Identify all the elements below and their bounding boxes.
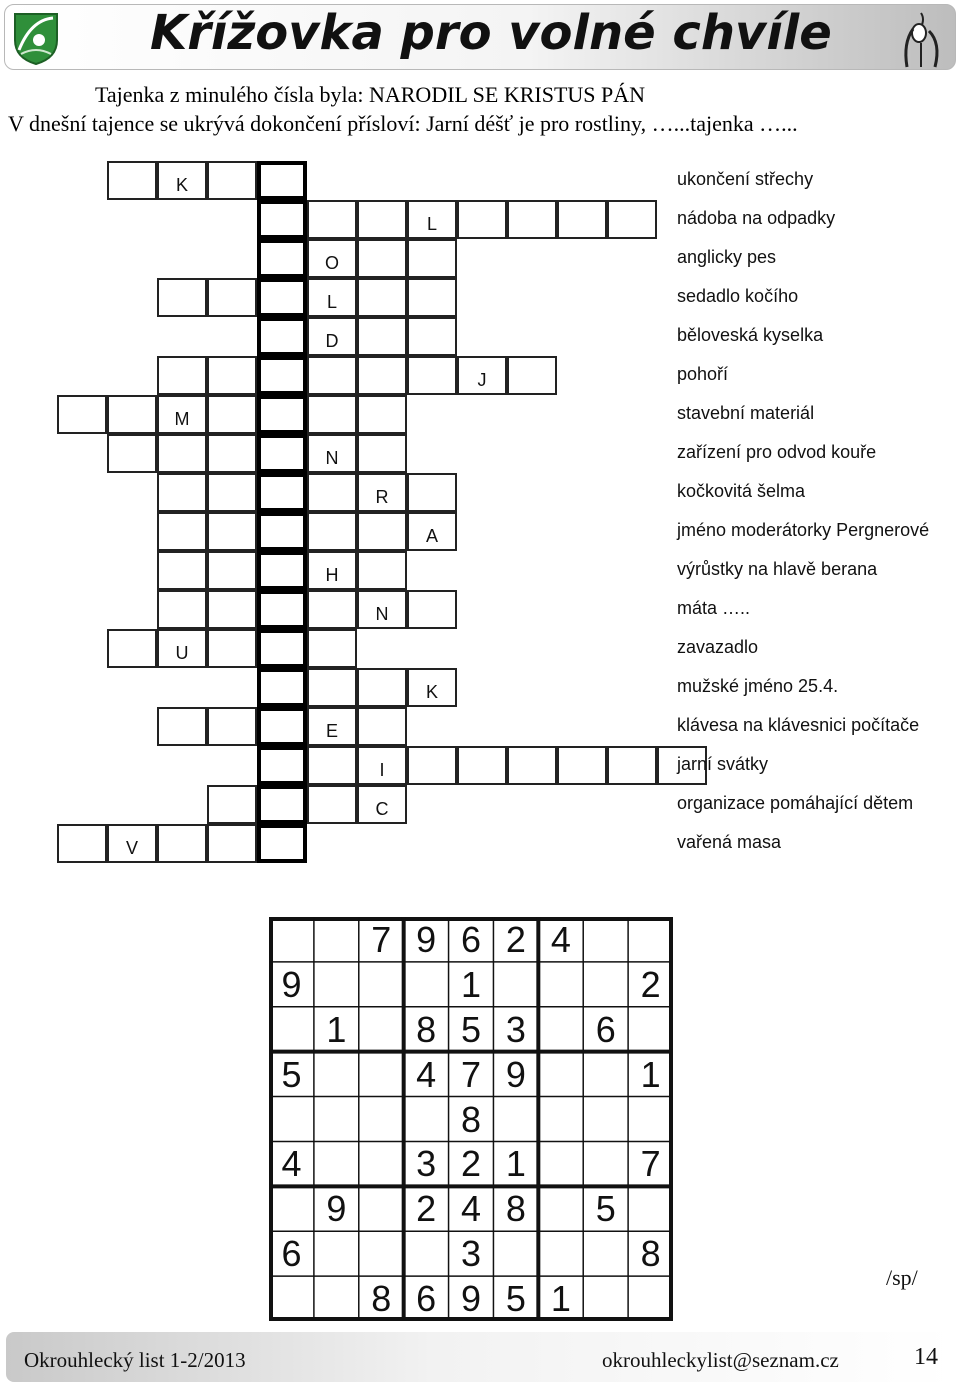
- sudoku-cell[interactable]: 5: [595, 1188, 616, 1230]
- sudoku-cell[interactable]: [583, 1231, 628, 1276]
- crossword-clue: kočkovitá šelma: [677, 481, 806, 501]
- crossword-cell[interactable]: K: [407, 668, 457, 707]
- crossword-cell[interactable]: [607, 746, 657, 785]
- crossword-cell[interactable]: [207, 473, 257, 512]
- sudoku-cell[interactable]: [538, 1186, 583, 1231]
- solution-cell[interactable]: [257, 239, 307, 278]
- sudoku-cell[interactable]: [628, 917, 673, 962]
- sudoku-cell[interactable]: 9: [416, 919, 437, 960]
- sudoku-cell[interactable]: [314, 917, 359, 962]
- crossword-clue: běloveská kyselka: [677, 325, 824, 345]
- crossword-cell[interactable]: [357, 395, 407, 434]
- sudoku-cell[interactable]: [314, 962, 359, 1007]
- sudoku-cell[interactable]: [359, 1097, 404, 1142]
- crossword-cell[interactable]: [157, 707, 207, 746]
- sudoku-cell[interactable]: [538, 1052, 583, 1097]
- crossword-cell[interactable]: [407, 590, 457, 629]
- sudoku-cell[interactable]: [359, 1052, 404, 1097]
- crossword-cell[interactable]: [407, 746, 457, 785]
- solution-cell[interactable]: [257, 629, 307, 668]
- sudoku-cell[interactable]: 5: [281, 1053, 302, 1095]
- solution-cell[interactable]: [257, 161, 307, 200]
- sudoku-cell[interactable]: 8: [371, 1278, 392, 1320]
- crossword-cell[interactable]: [207, 356, 257, 395]
- crossword-cell[interactable]: [407, 317, 457, 356]
- sudoku-cell[interactable]: 3: [416, 1143, 437, 1185]
- crossword-clue: pohoří: [677, 364, 729, 384]
- publication-name: Okrouhlecký list 1-2/2013: [24, 1348, 246, 1372]
- crossword-cell[interactable]: [107, 395, 157, 434]
- crossword-cell[interactable]: [307, 746, 357, 785]
- sudoku-cell[interactable]: 1: [326, 1008, 347, 1050]
- sudoku-cell[interactable]: 5: [505, 1278, 526, 1320]
- sudoku-cell[interactable]: 6: [461, 919, 482, 960]
- crossword-cell[interactable]: [207, 278, 257, 317]
- crossword-cell[interactable]: [557, 200, 607, 239]
- sudoku-cell[interactable]: [538, 1097, 583, 1142]
- crossword-cell[interactable]: [357, 317, 407, 356]
- sudoku-cell[interactable]: [583, 917, 628, 962]
- crossword-cell[interactable]: [157, 512, 207, 551]
- sudoku-cell[interactable]: [314, 1276, 359, 1321]
- crossword-cell[interactable]: [357, 278, 407, 317]
- sudoku-cell[interactable]: 7: [371, 919, 392, 960]
- crossword-clue: jarní svátky: [677, 754, 769, 774]
- sudoku-cell[interactable]: 1: [461, 963, 482, 1005]
- sudoku-cell[interactable]: 9: [326, 1188, 347, 1230]
- crossword-cell[interactable]: O: [307, 239, 357, 278]
- sudoku-cell[interactable]: 6: [595, 1008, 616, 1050]
- sudoku-cell[interactable]: 8: [461, 1098, 482, 1140]
- crossword-cell[interactable]: [207, 785, 257, 824]
- crossword-clue: stavební materiál: [677, 403, 815, 423]
- crossword-cell[interactable]: [107, 629, 157, 668]
- crossword-clue: nádoba na odpadky: [677, 208, 836, 228]
- solution-cell[interactable]: [257, 200, 307, 239]
- sudoku-cell[interactable]: 8: [505, 1188, 526, 1230]
- sudoku-cell[interactable]: [538, 1231, 583, 1276]
- crossword-clue: zavazadlo: [677, 637, 759, 657]
- sudoku-cell[interactable]: 8: [416, 1008, 437, 1050]
- crossword-cell[interactable]: [157, 824, 207, 863]
- sudoku-cell[interactable]: [583, 962, 628, 1007]
- crossword-clue: anglicky pes: [677, 247, 777, 267]
- sudoku-cell[interactable]: [269, 1007, 314, 1052]
- solution-cell[interactable]: [257, 746, 307, 785]
- sudoku-cell[interactable]: 2: [416, 1188, 437, 1230]
- crossword-cell[interactable]: R: [357, 473, 407, 512]
- crossword-cell[interactable]: L: [307, 278, 357, 317]
- crossword-cell[interactable]: [357, 512, 407, 551]
- crossword-cell[interactable]: N: [307, 434, 357, 473]
- crossword-cell[interactable]: [107, 434, 157, 473]
- crossword-cell[interactable]: [157, 278, 207, 317]
- sudoku-cell[interactable]: [628, 1186, 673, 1231]
- crossword-cell[interactable]: U: [157, 629, 207, 668]
- crossword-cell[interactable]: [207, 590, 257, 629]
- sudoku-cell[interactable]: 2: [640, 963, 661, 1005]
- sudoku-cell[interactable]: [493, 1097, 538, 1142]
- solution-cell[interactable]: [257, 785, 307, 824]
- crossword-cell[interactable]: E: [307, 707, 357, 746]
- crossword-cell[interactable]: [607, 200, 657, 239]
- sudoku-cell[interactable]: [583, 1276, 628, 1321]
- sudoku-cell[interactable]: 8: [640, 1233, 661, 1275]
- sudoku-cell[interactable]: [269, 1097, 314, 1142]
- sudoku-cell[interactable]: 1: [505, 1143, 526, 1185]
- crossword-clue: jméno moderátorky Pergnerové: [677, 520, 930, 540]
- sudoku-cell[interactable]: 4: [416, 1053, 437, 1095]
- crossword-cell[interactable]: [207, 551, 257, 590]
- sudoku-cell[interactable]: [538, 1007, 583, 1052]
- sudoku-cell[interactable]: [583, 1097, 628, 1142]
- solution-cell[interactable]: [257, 395, 307, 434]
- crossword-cell[interactable]: J: [457, 356, 507, 395]
- sudoku-cell[interactable]: [359, 1007, 404, 1052]
- crossword-cell[interactable]: [157, 590, 207, 629]
- crossword-cell[interactable]: H: [307, 551, 357, 590]
- crossword-cell[interactable]: [157, 551, 207, 590]
- crossword-cell[interactable]: [357, 551, 407, 590]
- page-number: 14: [914, 1344, 938, 1370]
- solution-cell[interactable]: [257, 278, 307, 317]
- contact-email[interactable]: okrouhleckylist@seznam.cz: [602, 1348, 839, 1372]
- current-hint-line: V dnešní tajence se ukrývá dokončení přísloví: Jarní déšť je pro rostliny, …...tajenka …...: [8, 111, 798, 136]
- crossword-cell[interactable]: [207, 512, 257, 551]
- crossword-cell[interactable]: [307, 473, 357, 512]
- crossword-clue: výrůstky na hlavě berana: [677, 559, 878, 579]
- sudoku-cell[interactable]: [314, 1052, 359, 1097]
- sudoku-cell[interactable]: [404, 1231, 449, 1276]
- solution-cell[interactable]: [257, 356, 307, 395]
- crossword-cell[interactable]: A: [407, 512, 457, 551]
- crossword-cell[interactable]: [207, 824, 257, 863]
- crossword-cell[interactable]: [507, 356, 557, 395]
- crossword-cell[interactable]: [407, 239, 457, 278]
- sudoku-cell[interactable]: [628, 1007, 673, 1052]
- solution-cell[interactable]: [257, 824, 307, 863]
- sudoku-cell[interactable]: 6: [281, 1233, 302, 1275]
- sudoku-cell[interactable]: 1: [550, 1278, 571, 1320]
- sudoku-cell[interactable]: 4: [550, 919, 571, 960]
- sudoku-cell[interactable]: [404, 962, 449, 1007]
- crossword-cell[interactable]: [357, 239, 407, 278]
- crossword-cell[interactable]: [207, 707, 257, 746]
- solution-cell[interactable]: [257, 590, 307, 629]
- sudoku-cell[interactable]: [538, 1141, 583, 1186]
- crossword-cell[interactable]: C: [357, 785, 407, 824]
- crossword-cell[interactable]: I: [357, 746, 407, 785]
- crossword-cell[interactable]: [307, 590, 357, 629]
- crossword-cell[interactable]: [307, 395, 357, 434]
- sudoku-cell[interactable]: 1: [640, 1053, 661, 1095]
- crossword-cell[interactable]: [507, 746, 557, 785]
- crossword-cell[interactable]: [307, 512, 357, 551]
- crossword-cell[interactable]: [307, 668, 357, 707]
- crossword-cell[interactable]: [307, 356, 357, 395]
- crossword-cell[interactable]: [407, 356, 457, 395]
- solution-cell[interactable]: [257, 473, 307, 512]
- crossword-cell[interactable]: [357, 356, 407, 395]
- crossword-cell[interactable]: [207, 629, 257, 668]
- crossword-cell[interactable]: [207, 434, 257, 473]
- sudoku-cell[interactable]: 7: [640, 1143, 661, 1185]
- solution-cell[interactable]: [257, 551, 307, 590]
- solution-cell[interactable]: [257, 512, 307, 551]
- sudoku-cell[interactable]: 6: [416, 1278, 437, 1320]
- solution-cell[interactable]: [257, 707, 307, 746]
- sudoku-cell[interactable]: [359, 1141, 404, 1186]
- crossword-cell[interactable]: M: [157, 395, 207, 434]
- crossword-cell[interactable]: [357, 668, 407, 707]
- crossword-cell[interactable]: K: [157, 161, 207, 200]
- sudoku-cell[interactable]: 5: [461, 1008, 482, 1050]
- solution-cell[interactable]: [257, 317, 307, 356]
- crossword-cell[interactable]: [57, 824, 107, 863]
- crossword-cell[interactable]: [307, 629, 357, 668]
- sudoku-cell[interactable]: 3: [505, 1008, 526, 1050]
- page-footer: [6, 1332, 954, 1382]
- sudoku-cell[interactable]: 9: [461, 1278, 482, 1320]
- crossword-clue: zařízení pro odvod kouře: [677, 442, 877, 462]
- crossword-cell[interactable]: L: [407, 200, 457, 239]
- crossword-cell[interactable]: [57, 395, 107, 434]
- page-title: Křížovka pro volné chvíle: [150, 5, 832, 61]
- sudoku-cell[interactable]: [583, 1052, 628, 1097]
- crossword-cell[interactable]: D: [307, 317, 357, 356]
- crossword-cell[interactable]: [407, 473, 457, 512]
- crossword-clue: ukončení střechy: [677, 169, 814, 189]
- sudoku-cell[interactable]: 4: [281, 1143, 302, 1185]
- crossword-cell[interactable]: [457, 746, 507, 785]
- crossword-clue: máta …..: [677, 598, 751, 618]
- solution-cell[interactable]: [257, 668, 307, 707]
- sudoku-cell[interactable]: [314, 1141, 359, 1186]
- crossword-cell[interactable]: [407, 278, 457, 317]
- sudoku-cell[interactable]: [314, 1097, 359, 1142]
- sudoku-cell[interactable]: [269, 917, 314, 962]
- sudoku-cell[interactable]: [269, 1276, 314, 1321]
- crossword-cell[interactable]: [307, 200, 357, 239]
- sudoku-cell[interactable]: [359, 1186, 404, 1231]
- crossword-cell[interactable]: [107, 161, 157, 200]
- sudoku-cell[interactable]: [359, 1231, 404, 1276]
- sudoku-cell[interactable]: [538, 962, 583, 1007]
- crossword-clue: sedadlo kočího: [677, 286, 799, 306]
- crossword-cell[interactable]: [507, 200, 557, 239]
- previous-solution-line: Tajenka z minulého čísla byla: NARODIL SE KRISTUS PÁN: [95, 82, 646, 107]
- crossword-cell[interactable]: [357, 434, 407, 473]
- sudoku-cell[interactable]: 2: [461, 1143, 482, 1185]
- crossword-clue: organizace pomáhající dětem: [677, 793, 914, 813]
- crossword-clue: vařená masa: [677, 832, 782, 852]
- crossword-cell[interactable]: [157, 434, 207, 473]
- sudoku-cell[interactable]: 7: [461, 1053, 482, 1095]
- crossword-cell[interactable]: [557, 746, 607, 785]
- sudoku-cell[interactable]: [628, 1097, 673, 1142]
- crossword-cell[interactable]: V: [107, 824, 157, 863]
- sudoku-cell[interactable]: [493, 962, 538, 1007]
- crossword-cell[interactable]: N: [357, 590, 407, 629]
- crossword-cell[interactable]: [457, 200, 507, 239]
- sudoku-grid: [269, 917, 673, 1321]
- author-signature: /sp/: [886, 1265, 918, 1290]
- sudoku-cell[interactable]: [404, 1097, 449, 1142]
- crossword-cell[interactable]: [207, 161, 257, 200]
- sudoku-cell[interactable]: 9: [505, 1053, 526, 1095]
- sudoku-cell[interactable]: [493, 1231, 538, 1276]
- crossword-cell[interactable]: [357, 200, 407, 239]
- sudoku-cell[interactable]: [314, 1231, 359, 1276]
- crossword-cell[interactable]: [157, 356, 207, 395]
- crossword-cell[interactable]: [307, 785, 357, 824]
- crossword-cell[interactable]: [357, 707, 407, 746]
- solution-cell[interactable]: [257, 434, 307, 473]
- crossword-clue: klávesa na klávesnici počítače: [677, 715, 920, 735]
- sudoku-cell[interactable]: [628, 1276, 673, 1321]
- crossword-clue: mužské jméno 25.4.: [677, 676, 839, 696]
- sudoku-cell[interactable]: [269, 1186, 314, 1231]
- crossword-cell[interactable]: [207, 395, 257, 434]
- sudoku-cell[interactable]: [583, 1141, 628, 1186]
- sudoku-cell[interactable]: 9: [281, 963, 302, 1005]
- sudoku-cell[interactable]: 3: [461, 1233, 482, 1275]
- crossword-cell[interactable]: [157, 473, 207, 512]
- sudoku-cell[interactable]: [359, 962, 404, 1007]
- sudoku-cell[interactable]: 2: [505, 919, 526, 960]
- sudoku-cell[interactable]: 4: [461, 1188, 482, 1230]
